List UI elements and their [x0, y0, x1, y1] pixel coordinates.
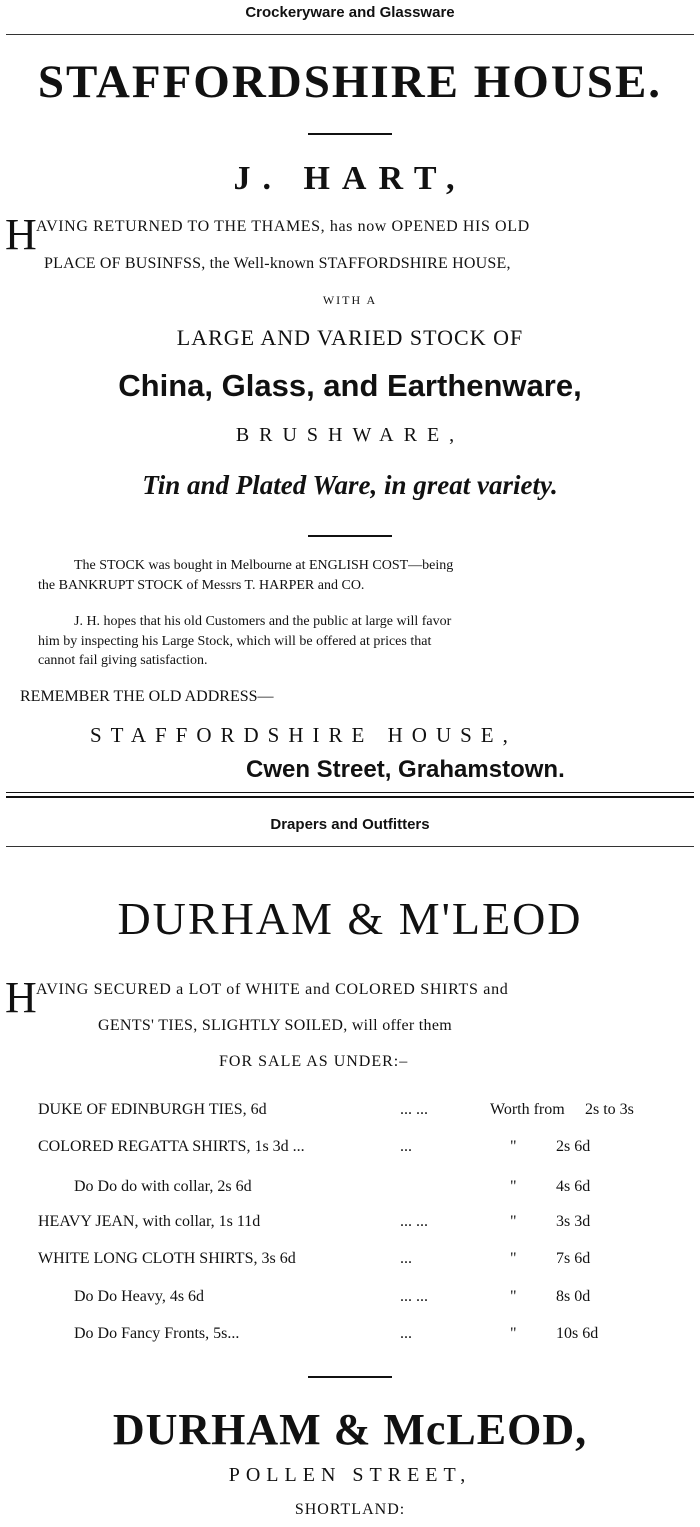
- proprietor-name: J. HART,: [233, 160, 467, 197]
- brushware-text: BRUSHWARE,: [235, 424, 465, 446]
- announcement-line-1: AVING RETURNED TO THE THAMES, has now OPENED HIS OLD: [36, 218, 530, 235]
- price-dots: ... ...: [400, 1288, 428, 1305]
- worth-label: Worth from: [490, 1101, 565, 1118]
- hopes-paragraph-line-3: cannot fail giving satisfaction.: [38, 653, 208, 668]
- section-header-crockery: Crockeryware and Glassware: [245, 4, 455, 21]
- price-item: Do Do do with collar, 2s 6d: [74, 1178, 252, 1195]
- divider: [6, 34, 694, 35]
- ditto-mark: ": [510, 1288, 517, 1305]
- worth-value: 7s 6d: [556, 1250, 591, 1267]
- worth-value: 10s 6d: [556, 1325, 599, 1342]
- address-line-1: STAFFORDSHIRE HOUSE,: [90, 723, 517, 747]
- price-item: Do Do Fancy Fronts, 5s...: [74, 1325, 240, 1342]
- price-dots: ...: [400, 1250, 412, 1267]
- drop-cap: H: [5, 210, 37, 259]
- section-header-drapers: Drapers and Outfitters: [270, 816, 430, 833]
- price-dots: ...: [400, 1325, 412, 1342]
- price-dots: ... ...: [400, 1101, 428, 1118]
- worth-value: 4s 6d: [556, 1178, 591, 1195]
- ditto-mark: ": [510, 1250, 517, 1267]
- hopes-paragraph-line-1: J. H. hopes that his old Customers and the public at large will favor: [74, 614, 452, 629]
- short-rule: [308, 133, 392, 135]
- worth-value: 3s 3d: [556, 1213, 591, 1230]
- drop-cap: H: [5, 973, 37, 1022]
- worth-value: 2s to 3s: [585, 1101, 634, 1118]
- durham-mcleod-title: DURHAM & M'LEOD: [117, 893, 583, 944]
- durham-mcleod-footer-title: DURHAM & McLEOD,: [112, 1405, 588, 1454]
- announcement-line-2: PLACE OF BUSINFSS, the Well-known STAFFORDSHIRE HOUSE,: [44, 255, 511, 272]
- price-item: WHITE LONG CLOTH SHIRTS, 3s 6d: [38, 1250, 296, 1267]
- price-dots: ...: [400, 1138, 412, 1155]
- shortland: SHORTLAND:: [294, 1501, 406, 1518]
- stock-paragraph-line-2: the BANKRUPT STOCK of Messrs T. HARPER and CO.: [38, 578, 365, 593]
- worth-value: 8s 0d: [556, 1288, 591, 1305]
- short-rule: [308, 535, 392, 537]
- ditto-mark: ": [510, 1325, 517, 1342]
- staffordshire-house-title: STAFFORDSHIRE HOUSE.: [37, 56, 663, 108]
- shirts-line-1: AVING SECURED a LOT of WHITE and COLORED SHIRTS and: [36, 981, 509, 998]
- china-glass-earthenware: China, Glass, and Earthenware,: [118, 368, 582, 403]
- tin-plated-ware: Tin and Plated Ware, in great variety.: [142, 470, 558, 500]
- with-a-text: WITH A: [322, 293, 378, 307]
- divider: [6, 796, 694, 798]
- price-dots: ... ...: [400, 1213, 428, 1230]
- divider: [6, 792, 694, 793]
- worth-value: 2s 6d: [556, 1138, 591, 1155]
- pollen-street: POLLEN STREET,: [228, 1464, 472, 1486]
- stock-line: LARGE AND VARIED STOCK OF: [176, 325, 524, 350]
- ditto-mark: ": [510, 1138, 517, 1155]
- short-rule: [308, 1376, 392, 1378]
- stock-paragraph-line-1: The STOCK was bought in Melbourne at ENGLISH COST—being: [74, 558, 454, 573]
- shirts-line-2: GENTS' TIES, SLIGHTLY SOILED, will offer them: [98, 1017, 452, 1034]
- ditto-mark: ": [510, 1213, 517, 1230]
- hopes-paragraph-line-2: him by inspecting his Large Stock, which will be offered at prices that: [38, 634, 432, 649]
- ditto-mark: ": [510, 1178, 517, 1195]
- price-item: DUKE OF EDINBURGH TIES, 6d: [38, 1101, 267, 1118]
- for-sale-line: FOR SALE AS UNDER:–: [219, 1053, 409, 1070]
- price-item: Do Do Heavy, 4s 6d: [74, 1288, 205, 1305]
- divider: [6, 846, 694, 847]
- price-item: HEAVY JEAN, with collar, 1s 11d: [38, 1213, 261, 1230]
- price-item: COLORED REGATTA SHIRTS, 1s 3d ...: [38, 1138, 305, 1155]
- remember-address: REMEMBER THE OLD ADDRESS—: [20, 688, 274, 705]
- address-line-2: Cwen Street, Grahamstown.: [246, 756, 565, 783]
